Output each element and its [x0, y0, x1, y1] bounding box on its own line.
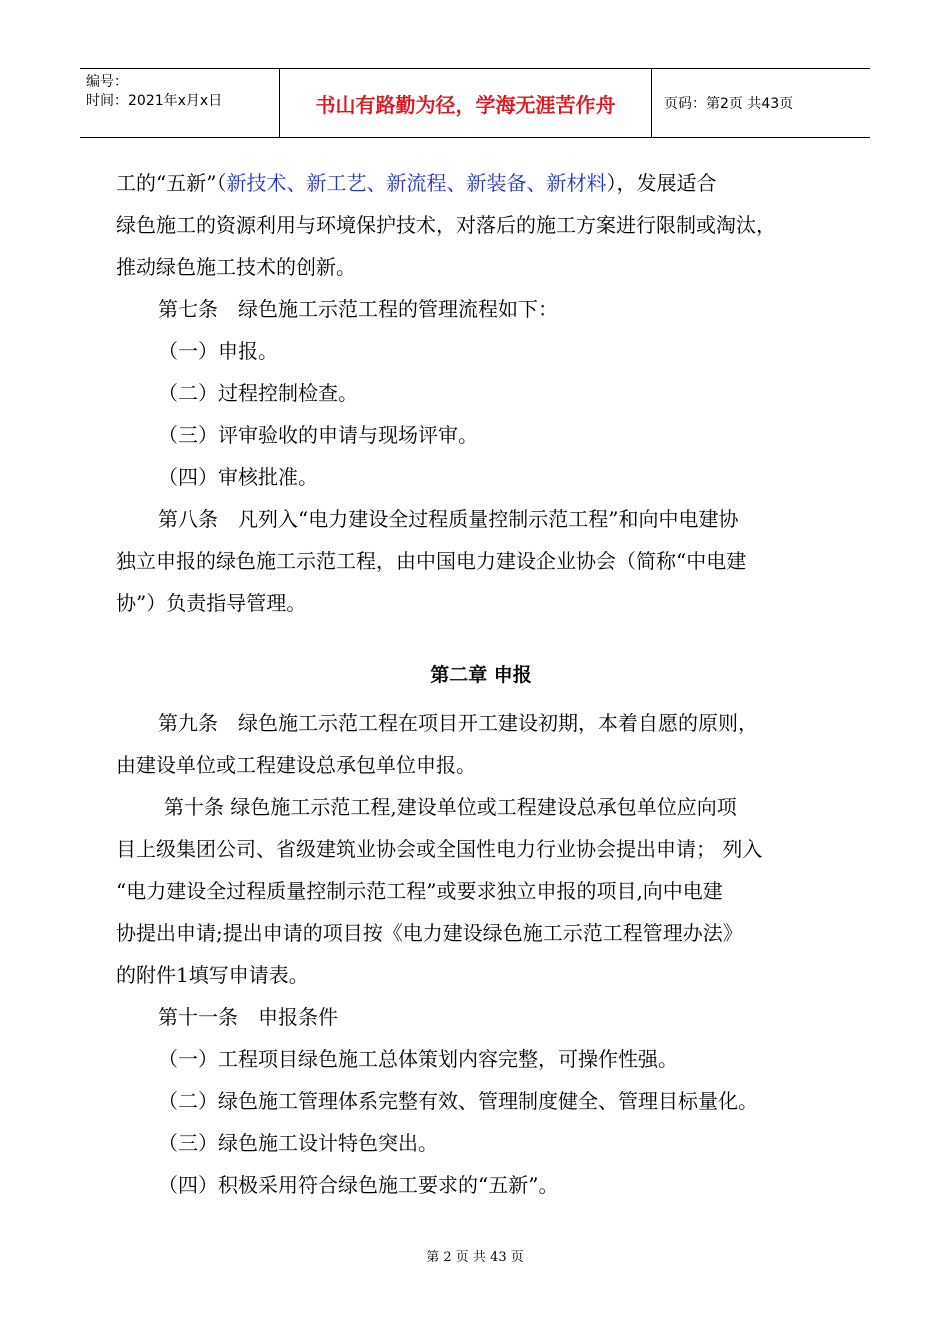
header-page-info: 页码：第2页 共43页 — [664, 96, 794, 112]
article-9: 第九条 绿色施工示范工程在项目开工建设初期，本着自愿的原则， — [158, 711, 758, 735]
paragraph-line: 的附件1填写申请表。 — [116, 963, 309, 987]
paragraph-line: 协”）负责指导管理。 — [116, 591, 307, 615]
document-number-label: 编号： — [86, 74, 128, 90]
paragraph-line: 独立申报的绿色施工示范工程，由中国电力建设企业协会（简称“中电建 — [116, 549, 747, 573]
list-item: （二）过程控制检查。 — [158, 381, 358, 405]
article-10: 第十条 绿色施工示范工程,建设单位或工程建设总承包单位应向项 — [164, 795, 737, 819]
list-item: （三）评审验收的申请与现场评审。 — [158, 423, 478, 447]
text-run: 工的“五新”（ — [116, 171, 227, 195]
text-run: ），发展适合 — [606, 171, 717, 195]
paragraph-line: “电力建设全过程质量控制示范工程”或要求独立申报的项目,向中电建 — [116, 879, 723, 903]
article-7: 第七条 绿色施工示范工程的管理流程如下： — [158, 297, 558, 321]
list-item: （四）审核批准。 — [158, 465, 318, 489]
paragraph-line: 协提出申请;提出申请的项目按《电力建设绿色施工示范工程管理办法》 — [116, 921, 743, 945]
page-footer: 第 2 页 共 43 页 — [426, 1250, 524, 1265]
paragraph-line: 目上级集团公司、省级建筑业协会或全国性电力行业协会提出申请； 列入 — [116, 837, 763, 861]
document-time-label: 时间：2021年x月x日 — [86, 93, 223, 109]
article-11: 第十一条 申报条件 — [158, 1005, 338, 1029]
document-body — [116, 162, 846, 1206]
header-motto: 书山有路勤为径，学海无涯苦作舟 — [280, 69, 652, 137]
header-meta — [80, 69, 280, 137]
list-item: （四）积极采用符合绿色施工要求的“五新”。 — [158, 1173, 559, 1197]
article-8: 第八条 凡列入“电力建设全过程质量控制示范工程”和向中电建协 — [158, 507, 739, 531]
paragraph-line: 绿色施工的资源利用与环境保护技术，对落后的施工方案进行限制或淘汰， — [116, 213, 776, 237]
paragraph-line: 由建设单位或工程建设总承包单位申报。 — [116, 753, 476, 777]
chapter-heading: 第二章 申报 — [430, 664, 532, 686]
list-item: （三）绿色施工设计特色突出。 — [158, 1131, 438, 1155]
paragraph-line: 推动绿色施工技术的创新。 — [116, 255, 356, 279]
list-item: （一）申报。 — [158, 339, 278, 363]
highlighted-text: 新技术、新工艺、新流程、新装备、新材料 — [226, 171, 607, 195]
list-item: （二）绿色施工管理体系完整有效、管理制度健全、管理目标量化。 — [158, 1089, 758, 1113]
document-header — [80, 68, 870, 138]
list-item: （一）工程项目绿色施工总体策划内容完整，可操作性强。 — [158, 1047, 678, 1071]
paragraph-line — [116, 162, 846, 204]
